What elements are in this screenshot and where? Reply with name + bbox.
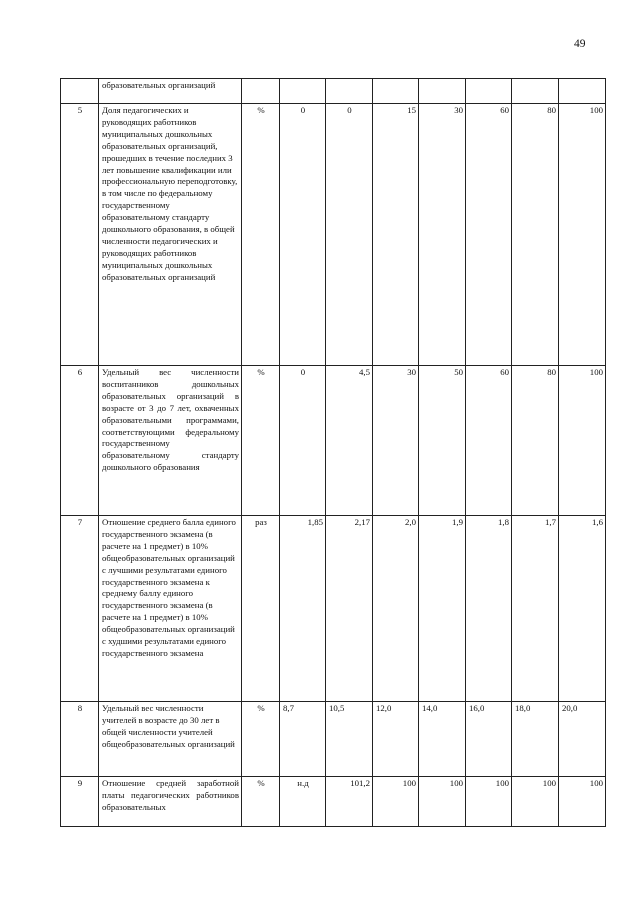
row-number [61, 79, 99, 104]
value-cell: 80 [512, 104, 559, 366]
value-cell: 50 [419, 366, 466, 516]
row-number: 9 [61, 777, 99, 827]
value-cell: 30 [373, 366, 419, 516]
value-cell: 100 [559, 777, 606, 827]
value-cell: 100 [419, 777, 466, 827]
row-number: 5 [61, 104, 99, 366]
indicator-name: образовательных организаций [99, 79, 242, 104]
value-cell [512, 79, 559, 104]
value-cell: 2,17 [326, 516, 373, 702]
value-cell: 100 [373, 777, 419, 827]
table-row [61, 79, 606, 104]
value-cell: 15 [373, 104, 419, 366]
row-number: 6 [61, 366, 99, 516]
value-cell: 100 [466, 777, 512, 827]
value-cell: 20,0 [559, 702, 606, 777]
value-cell: 100 [512, 777, 559, 827]
value-cell: 8,7 [280, 702, 326, 777]
value-cell [559, 79, 606, 104]
value-cell: 60 [466, 104, 512, 366]
value-cell [419, 79, 466, 104]
unit-cell: % [242, 366, 280, 516]
value-cell: 1,6 [559, 516, 606, 702]
unit-cell: % [242, 702, 280, 777]
value-cell [373, 79, 419, 104]
row-number: 7 [61, 516, 99, 702]
value-cell: 30 [419, 104, 466, 366]
value-cell: 16,0 [466, 702, 512, 777]
indicator-name: Удельный вес численности воспитанников дошкольных образовательных организаций в возрасте от 3 до 7 лет, охваченных образовательными программами, соответствующими федеральному государственному образовательному стандарту дошкольного образования [99, 366, 242, 516]
table-row [61, 777, 606, 827]
unit-cell: % [242, 104, 280, 366]
table-row [61, 104, 606, 366]
value-cell: 1,9 [419, 516, 466, 702]
value-cell: 0 [280, 104, 326, 366]
value-cell: 18,0 [512, 702, 559, 777]
indicator-name: Отношение средней заработной платы педагогических работников образовательных [99, 777, 242, 827]
unit-cell: % [242, 777, 280, 827]
value-cell: 100 [559, 366, 606, 516]
indicator-name: Доля педагогических и руководящих работников муниципальных дошкольных образовательных организаций, прошедших в течение последних 3 лет повышение квалификации или профессиональную переподготовку, в том числе по федеральному государственному образовательному стандарту дошкольного образования, в общей численности педагогических и руководящих работников муниципальных дошкольных образовательных организаций [99, 104, 242, 366]
value-cell: 60 [466, 366, 512, 516]
value-cell [466, 79, 512, 104]
value-cell [326, 79, 373, 104]
table-row [61, 366, 606, 516]
unit-cell: раз [242, 516, 280, 702]
value-cell: 2,0 [373, 516, 419, 702]
value-cell: 101,2 [326, 777, 373, 827]
value-cell [280, 79, 326, 104]
value-cell: н.д [280, 777, 326, 827]
value-cell: 4,5 [326, 366, 373, 516]
value-cell: 14,0 [419, 702, 466, 777]
value-cell: 80 [512, 366, 559, 516]
table-row [61, 702, 606, 777]
value-cell: 1,85 [280, 516, 326, 702]
value-cell: 0 [326, 104, 373, 366]
value-cell: 12,0 [373, 702, 419, 777]
table-row [61, 516, 606, 702]
value-cell: 1,7 [512, 516, 559, 702]
value-cell: 1,8 [466, 516, 512, 702]
indicators-table [60, 78, 606, 827]
value-cell: 0 [280, 366, 326, 516]
indicator-name: Отношение среднего балла единого государственного экзамена (в расчете на 1 предмет) в 10% общеобразовательных организаций с лучшими результатами единого государственного экзамена к среднему баллу единого государственного экзамена (в расчете на 1 предмет) в 10% общеобразовательных организаций с худшими результатами единого государственного экзамена [99, 516, 242, 702]
indicator-name: Удельный вес численности учителей в возрасте до 30 лет в общей численности учителей общеобразовательных организаций [99, 702, 242, 777]
unit-cell [242, 79, 280, 104]
row-number: 8 [61, 702, 99, 777]
page-number: 49 [574, 38, 586, 50]
value-cell: 10,5 [326, 702, 373, 777]
value-cell: 100 [559, 104, 606, 366]
